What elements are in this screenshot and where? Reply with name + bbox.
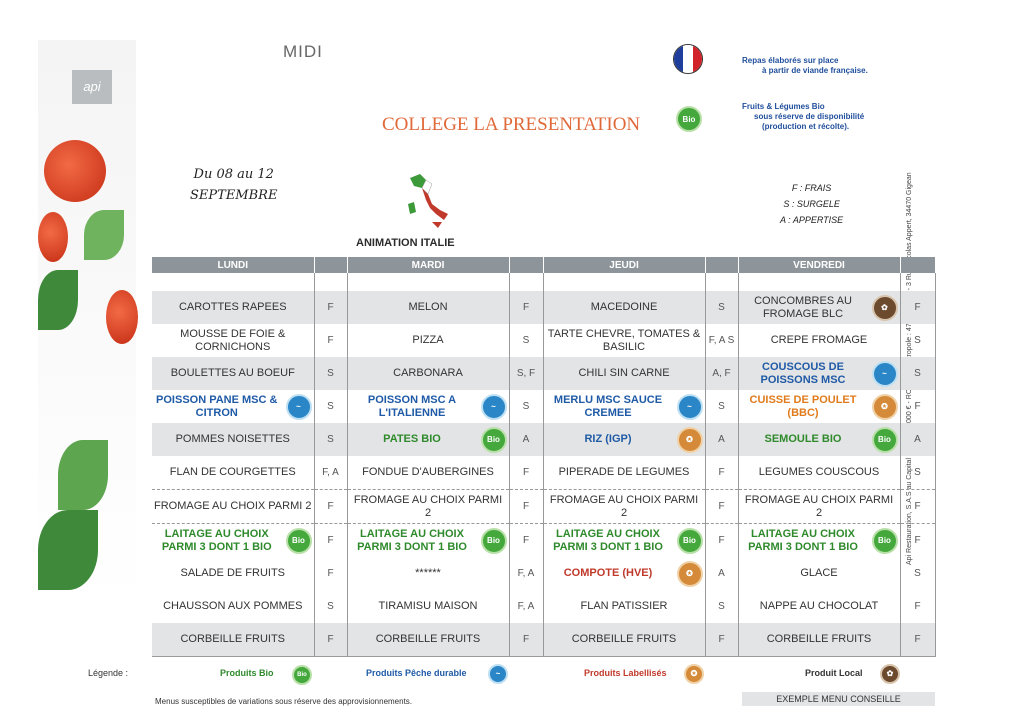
storage-code: S <box>705 291 738 324</box>
menu-row <box>152 590 935 623</box>
dish-name: MELON <box>408 301 448 313</box>
menu-row <box>152 524 935 558</box>
label-icon: ✪ <box>677 427 703 453</box>
day-header-vendredi: VENDREDI <box>738 257 900 273</box>
dish-name: SEMOULE BIO <box>764 433 842 445</box>
storage-code: F <box>705 623 738 657</box>
legend-bio-icon: Bio <box>292 663 312 685</box>
decorative-food-image <box>38 40 136 600</box>
menu-dish-cell <box>738 324 900 357</box>
dish-name: CORBEILLE FRUITS <box>375 633 481 645</box>
menu-dish-cell <box>347 623 509 657</box>
bio-badge-label: Bio <box>676 106 702 132</box>
legend-title: Légende : <box>88 668 129 678</box>
menu-dish-cell <box>152 590 314 623</box>
storage-code: F <box>900 390 935 423</box>
spacer-row <box>152 273 935 291</box>
menu-dish-cell <box>738 623 900 657</box>
storage-code: F <box>314 291 347 324</box>
dish-name: FONDUE D'AUBERGINES <box>362 466 494 478</box>
menu-dish-cell <box>347 423 509 456</box>
dish-name: FROMAGE AU CHOIX PARMI 2 <box>744 493 894 519</box>
legend-label-icon: ✪ <box>684 663 704 684</box>
dish-name: PATES BIO <box>383 433 441 445</box>
menu-dish-cell <box>738 456 900 490</box>
menu-dish-cell <box>347 390 509 423</box>
storage-code: S <box>900 456 935 490</box>
menu-dish-cell <box>347 324 509 357</box>
storage-code: F <box>314 524 347 558</box>
storage-code: F <box>900 490 935 524</box>
storage-code: A, F <box>705 357 738 390</box>
menu-dish-cell <box>152 623 314 657</box>
storage-code: S <box>314 423 347 456</box>
page-title: COLLEGE LA PRESENTATION <box>382 114 641 135</box>
menu-dish-cell <box>347 291 509 324</box>
dish-name: TIRAMISU MAISON <box>378 600 478 612</box>
dish-name: CHAUSSON AUX POMMES <box>163 600 303 612</box>
storage-code: F <box>314 324 347 357</box>
menu-dish-cell <box>347 524 509 558</box>
storage-code: S <box>314 357 347 390</box>
dish-name: FLAN PATISSIER <box>580 600 668 612</box>
storage-code: F <box>314 557 347 590</box>
storage-code: S <box>314 590 347 623</box>
dish-name: COMPOTE (HVE) <box>563 567 653 579</box>
menu-row <box>152 423 935 456</box>
menu-dish-cell <box>152 357 314 390</box>
dish-name: CORBEILLE FRUITS <box>766 633 872 645</box>
storage-code: F <box>705 456 738 490</box>
storage-code: S <box>705 390 738 423</box>
dish-name: CHILI SIN CARNE <box>578 367 670 379</box>
bio-icon: Bio <box>872 427 898 453</box>
menu-dish-cell <box>543 590 705 623</box>
dates-line-2: SEPTEMBRE <box>190 188 278 203</box>
bio-note-line-1: Fruits & Légumes Bio <box>742 102 825 111</box>
french-note-line-1: Repas élaborés sur place <box>742 56 839 65</box>
legend-appertise: A : APPERTISE <box>780 215 844 225</box>
menu-dish-cell <box>152 291 314 324</box>
menu-dish-cell <box>152 524 314 558</box>
week-dates <box>190 164 277 206</box>
storage-code: F <box>509 490 543 524</box>
storage-code: S <box>900 557 935 590</box>
storage-code: F <box>900 590 935 623</box>
fish-icon: ~ <box>481 394 507 420</box>
dish-name: POMMES NOISETTES <box>175 433 290 445</box>
menu-dish-cell <box>738 524 900 558</box>
bio-note-line-2: sous réserve de disponibilité <box>754 112 865 121</box>
fish-icon: ~ <box>677 394 703 420</box>
menu-dish-cell <box>738 357 900 390</box>
meal-label: MIDI <box>283 42 323 61</box>
storage-code: F <box>705 490 738 524</box>
menu-dish-cell <box>152 456 314 490</box>
storage-code: S <box>900 324 935 357</box>
menu-dish-cell <box>152 324 314 357</box>
dish-name: CORBEILLE FRUITS <box>571 633 677 645</box>
storage-code: F, A S <box>705 324 738 357</box>
api-logo: api <box>72 70 112 104</box>
dates-line-1: Du 08 au 12 <box>193 167 274 182</box>
storage-code: S, F <box>509 357 543 390</box>
storage-code: F <box>314 623 347 657</box>
dish-name: CARBONARA <box>393 367 463 379</box>
bio-icon: Bio <box>481 427 507 453</box>
day-header-jeudi: JEUDI <box>543 257 705 273</box>
dish-name: BOULETTES AU BOEUF <box>170 367 295 379</box>
storage-code: S <box>705 590 738 623</box>
storage-code: S <box>900 357 935 390</box>
dish-name: FLAN DE COURGETTES <box>169 466 296 478</box>
menu-dish-cell <box>543 524 705 558</box>
menu-dish-cell <box>347 590 509 623</box>
dish-name: FROMAGE AU CHOIX PARMI 2 <box>154 500 312 512</box>
dish-name: MACEDOINE <box>590 301 658 313</box>
menu-dish-cell <box>347 456 509 490</box>
bio-icon: Bio <box>872 528 898 554</box>
menu-dish-cell <box>738 423 900 456</box>
animation-title: ANIMATION ITALIE <box>356 237 455 249</box>
menu-row <box>152 291 935 324</box>
dish-name: NAPPE AU CHOCOLAT <box>759 600 879 612</box>
menu-dish-cell <box>543 390 705 423</box>
label-icon: ✪ <box>677 561 703 587</box>
menu-dish-cell <box>152 490 314 524</box>
menu-dish-cell <box>543 324 705 357</box>
storage-code: S <box>509 324 543 357</box>
menu-dish-cell <box>738 590 900 623</box>
menu-dish-cell <box>543 357 705 390</box>
dish-name: LAITAGE AU CHOIX PARMI 3 DONT 1 BIO <box>748 527 858 553</box>
dish-name: FROMAGE AU CHOIX PARMI 2 <box>549 493 699 519</box>
storage-code: F <box>509 291 543 324</box>
day-header-lundi: LUNDI <box>152 257 314 273</box>
day-header-mardi: MARDI <box>347 257 509 273</box>
menu-table <box>152 257 936 657</box>
storage-code: F <box>509 524 543 558</box>
menu-row <box>152 324 935 357</box>
legend-local: Produit Local <box>805 668 863 678</box>
fish-icon: ~ <box>286 394 312 420</box>
dish-name: MERLU MSC SAUCE CREMEE <box>553 393 663 419</box>
legend-surgele: S : SURGELE <box>783 199 840 209</box>
menu-dish-cell <box>738 291 900 324</box>
storage-legend <box>780 180 843 228</box>
legend-local-icon: ✿ <box>880 663 900 684</box>
storage-code: F <box>509 623 543 657</box>
menu-dish-cell <box>347 490 509 524</box>
storage-code: F <box>900 623 935 657</box>
legend-bio: Produits Bio <box>220 668 274 678</box>
legend-fish: Produits Pêche durable <box>366 668 467 678</box>
menu-dish-cell <box>738 490 900 524</box>
menu-dish-cell <box>152 390 314 423</box>
footer-note: Menus susceptibles de variations sous réserve des approvisionnements. <box>155 697 413 706</box>
french-note-line-2: à partir de viande française. <box>762 66 868 75</box>
menu-dish-cell <box>543 423 705 456</box>
storage-code: S <box>314 390 347 423</box>
menu-dish-cell <box>738 557 900 590</box>
menu-row <box>152 357 935 390</box>
local-icon: ✿ <box>872 295 898 321</box>
dish-name: LAITAGE AU CHOIX PARMI 3 DONT 1 BIO <box>553 527 663 553</box>
storage-code: F, A <box>314 456 347 490</box>
menu-dish-cell <box>543 623 705 657</box>
storage-code: A <box>509 423 543 456</box>
menu-dish-cell <box>152 423 314 456</box>
bio-icon: Bio <box>677 528 703 554</box>
dish-name: RIZ (IGP) <box>584 433 632 445</box>
french-flag-icon <box>673 44 703 74</box>
storage-code: F, A <box>509 590 543 623</box>
bio-note-line-3: (production et récolte). <box>762 122 850 131</box>
legend-frais: F : FRAIS <box>791 183 832 193</box>
menu-dish-cell <box>152 557 314 590</box>
menu-dish-cell <box>738 390 900 423</box>
legend-fish-icon: ~ <box>488 663 508 684</box>
french-meat-note <box>742 56 868 76</box>
menu-dish-cell <box>543 456 705 490</box>
bio-icon: Bio <box>286 528 312 554</box>
storage-code: F <box>900 524 935 558</box>
storage-code: A <box>900 423 935 456</box>
dish-name: PIPERADE DE LEGUMES <box>558 466 690 478</box>
dish-name: CONCOMBRES AU FROMAGE BLC <box>754 294 852 320</box>
fish-icon: ~ <box>872 361 898 387</box>
menu-dish-cell <box>347 557 509 590</box>
dish-name: FROMAGE AU CHOIX PARMI 2 <box>353 493 503 519</box>
dish-name: ****** <box>415 567 441 579</box>
menu-dish-cell <box>347 357 509 390</box>
storage-code: F <box>509 456 543 490</box>
storage-code: A <box>705 557 738 590</box>
italy-map-icon <box>404 170 454 230</box>
dish-name: GLACE <box>800 567 838 579</box>
example-menu-label: EXEMPLE MENU CONSEILLE <box>742 692 935 706</box>
menu-row <box>152 456 935 490</box>
bio-icon: Bio <box>481 528 507 554</box>
bio-icon <box>676 106 702 132</box>
storage-code: A <box>705 423 738 456</box>
label-icon: ✪ <box>872 394 898 420</box>
dish-name: TARTE CHEVRE, TOMATES & BASILIC <box>547 327 701 353</box>
dish-name: CUISSE DE POULET (BBC) <box>749 393 857 419</box>
menu-dish-cell <box>543 291 705 324</box>
storage-code: F <box>705 524 738 558</box>
menu-row <box>152 623 935 657</box>
menu-row <box>152 390 935 423</box>
menu-dish-cell <box>543 490 705 524</box>
menu-dish-cell <box>543 557 705 590</box>
dish-name: LAITAGE AU CHOIX PARMI 3 DONT 1 BIO <box>161 527 272 553</box>
day-header-row <box>152 257 935 273</box>
legend-label: Produits Labellisés <box>584 668 667 678</box>
dish-name: MOUSSE DE FOIE & CORNICHONS <box>180 327 286 353</box>
dish-name: SALADE DE FRUITS <box>180 567 286 579</box>
dish-name: COUSCOUS DE POISSONS MSC <box>760 360 846 386</box>
dish-name: POISSON PANE MSC & CITRON <box>156 393 278 419</box>
storage-code: F, A <box>509 557 543 590</box>
bio-note <box>742 102 864 132</box>
dish-name: PIZZA <box>412 334 444 346</box>
storage-code: S <box>509 390 543 423</box>
dish-name: CORBEILLE FRUITS <box>180 633 286 645</box>
storage-code: F <box>900 291 935 324</box>
menu-row <box>152 557 935 590</box>
dish-name: CREPE FROMAGE <box>770 334 868 346</box>
menu-row <box>152 490 935 524</box>
storage-code: F <box>314 490 347 524</box>
dish-name: CAROTTES RAPEES <box>178 301 287 313</box>
dish-name: LEGUMES COUSCOUS <box>758 466 880 478</box>
dish-name: LAITAGE AU CHOIX PARMI 3 DONT 1 BIO <box>357 527 467 553</box>
dish-name: POISSON MSC A L'ITALIENNE <box>367 393 457 419</box>
